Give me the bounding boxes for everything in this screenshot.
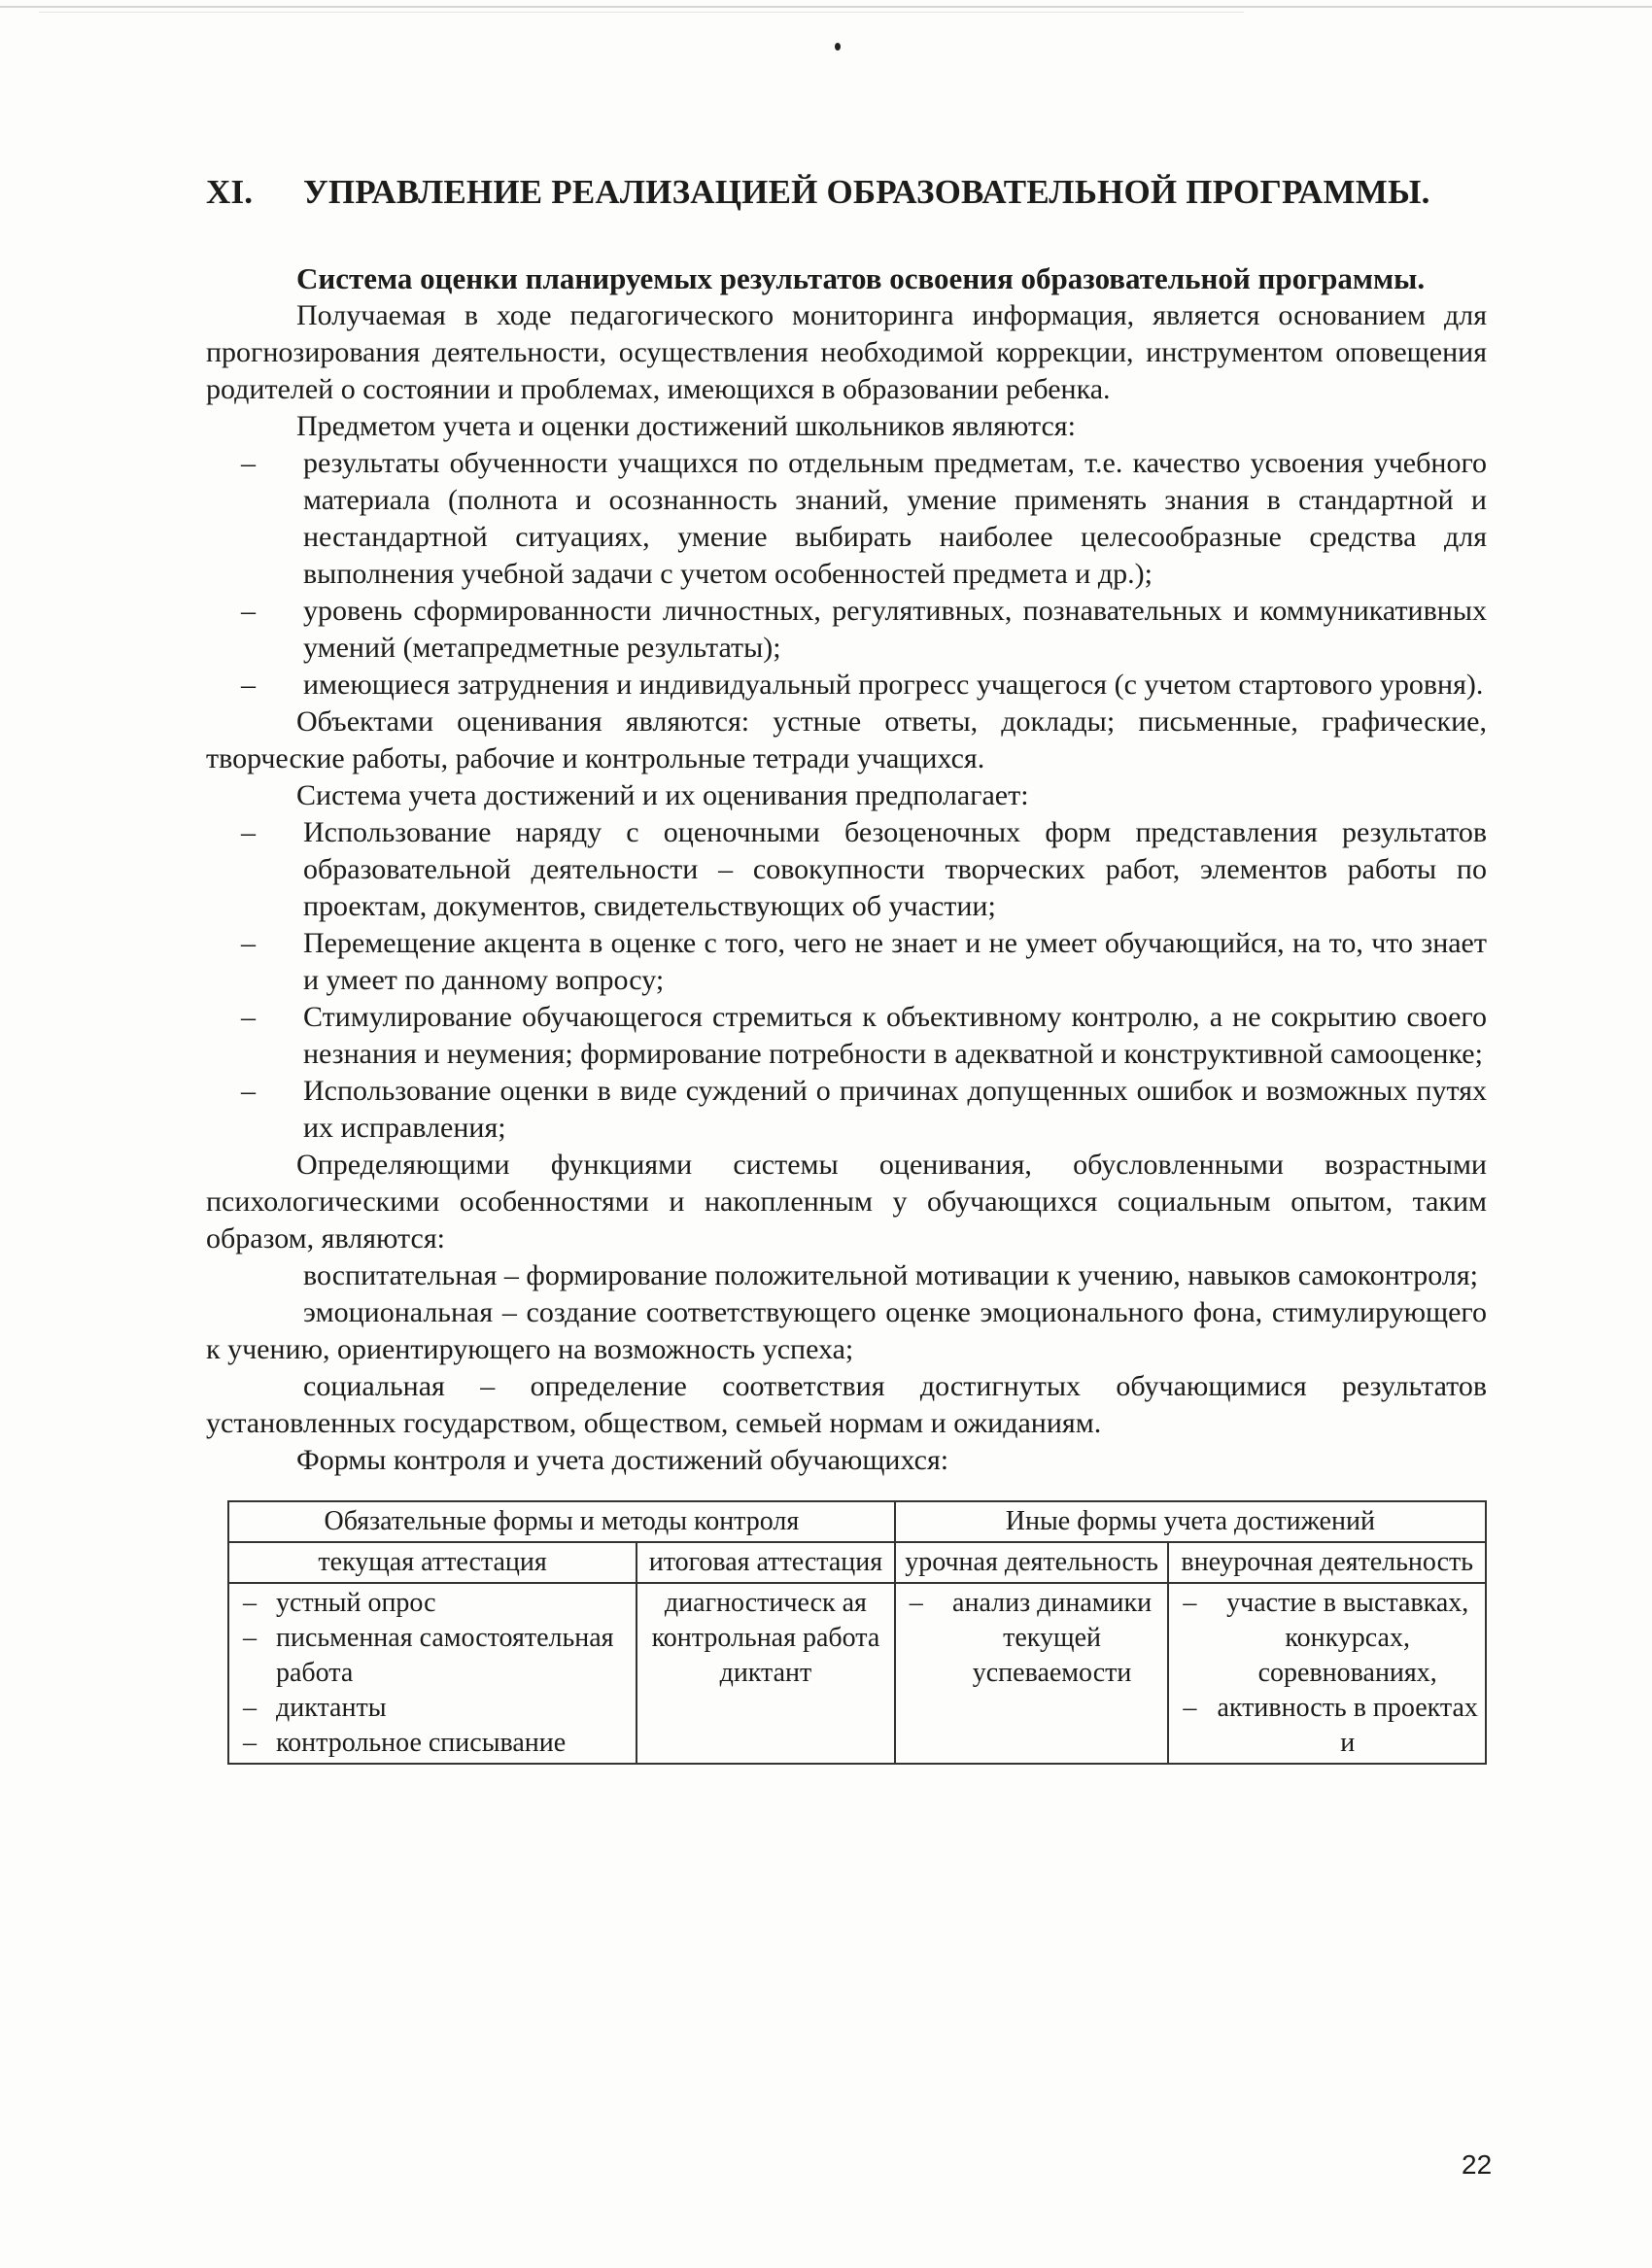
list-item: – Перемещение акцента в оценке с того, чего не знает и не умеет обучающийся, на то, что знает и умеет по данному вопросу; — [206, 925, 1487, 999]
paragraph-assessment-objects: Объектами оценивания являются: устные ответы, доклады; письменные, графические, творческие работы, рабочие и контрольные тетради учащихся. — [206, 705, 1487, 774]
paragraph-social-function: социальная – определение соответствия достигнутых обучающимися результатов установленных государством, обществом, семьей нормам и ожиданиям. — [206, 1370, 1487, 1439]
list-item: – письменная самостоятельная работа — [235, 1621, 630, 1691]
table-group-mandatory: Обязательные формы и методы контроля — [228, 1501, 895, 1542]
table-header-classroom: урочная деятельность — [895, 1542, 1169, 1583]
control-forms-table — [227, 1500, 1487, 1765]
section-heading — [206, 173, 1487, 212]
paragraph-functions: Определяющими функциями системы оценивания, обусловленными возрастными психологическими особенностями и накопленным у обучающихся социальным опытом, таким образом, являются: — [206, 1149, 1487, 1254]
table-header-row — [228, 1542, 1486, 1583]
scan-edge-line-secondary — [39, 12, 1244, 13]
paragraph-monitoring: Получаемая в ходе педагогического мониторинга информация, является основанием для прогнозирования деятельности, осуществления необходимой коррекции, инструментом оповещения родителей о состоянии и проблемах, имеющихся в образовании ребенка. — [206, 299, 1487, 405]
table-group-other: Иные формы учета достижений — [895, 1501, 1486, 1542]
table-header-extracurricular: внеурочная деятельность — [1168, 1542, 1486, 1583]
document-page — [206, 146, 1487, 1765]
scan-edge-line — [0, 6, 1652, 8]
paragraph-emotional-function: эмоциональная – создание соответствующего оценке эмоционального фона, стимулирующего к учению, ориентирующего на возможность успеха; — [206, 1296, 1487, 1365]
paragraph-subject-of-assessment: Предметом учета и оценки достижений школьников являются: — [296, 410, 1076, 442]
list-item: – участие в выставках, конкурсах, соревнованиях, — [1175, 1586, 1479, 1691]
paragraph-control-forms: Формы контроля и учета достижений обучающихся: — [296, 1444, 949, 1476]
table-header-final: итоговая аттестация — [637, 1542, 895, 1583]
list-item: – контрольное списывание — [235, 1726, 630, 1761]
scan-speck — [835, 43, 841, 51]
list-item: – имеющиеся затруднения и индивидуальный прогресс учащегося (с учетом стартового уровня). — [206, 667, 1487, 704]
list-item: – результаты обученности учащихся по отдельным предметам, т.е. качество усвоения учебного материала (полнота и осознанность знаний, умение применять знания в стандартной и нестандартной ситуациях, умение выбирать наиболее целесообразные средства для выполнения учебной задачи с учетом особенностей предмета и др.); — [206, 445, 1487, 593]
list-item: – анализ динамики текущей успеваемости — [902, 1586, 1162, 1691]
paragraph-system-implies: Система учета достижений и их оценивания предполагает: — [296, 779, 1029, 811]
table-cell-final: диагностическ ая контрольная работа диктант — [637, 1583, 895, 1764]
list-item: – диктанты — [235, 1691, 630, 1726]
list-item: – Стимулирование обучающегося стремиться к объективному контролю, а не сокрытию своего незнания и неумения; формирование потребности в адекватной и конструктивной самооценке; — [206, 999, 1487, 1073]
list-item: – Использование оценки в виде суждений о причинах допущенных ошибок и возможных путях их исправления; — [206, 1073, 1487, 1147]
table-group-header-row — [228, 1501, 1486, 1542]
table-row — [228, 1583, 1486, 1764]
subheading: Система оценки планируемых результатов освоения образовательной программы. — [296, 261, 1426, 295]
page-number: 22 — [1462, 2149, 1493, 2180]
system-principles-list — [206, 814, 1487, 1147]
table-cell-classroom — [895, 1583, 1169, 1764]
section-title: УПРАВЛЕНИЕ РЕАЛИЗАЦИЕЙ ОБРАЗОВАТЕЛЬНОЙ ПРОГРАММЫ. — [303, 173, 1430, 211]
list-item: – Использование наряду с оценочными безоценочных форм представления результатов образовательной деятельности – совокупности творческих работ, элементов работы по проектам, документов, свидетельствующих об участии; — [206, 814, 1487, 925]
list-item: – устный опрос — [235, 1586, 630, 1621]
table-cell-current — [228, 1583, 637, 1764]
assessment-subjects-list — [206, 445, 1487, 704]
list-item: – уровень сформированности личностных, регулятивных, познавательных и коммуникативных умений (метапредметные результаты); — [206, 593, 1487, 667]
paragraph-educational-function: воспитательная – формирование положительной мотивации к учению, навыков самоконтроля; — [303, 1259, 1478, 1291]
table-header-current: текущая аттестация — [228, 1542, 637, 1583]
table-cell-extracurricular — [1168, 1583, 1486, 1764]
list-item: – активность в проектах и — [1175, 1691, 1479, 1761]
section-number: XI. — [206, 173, 254, 211]
